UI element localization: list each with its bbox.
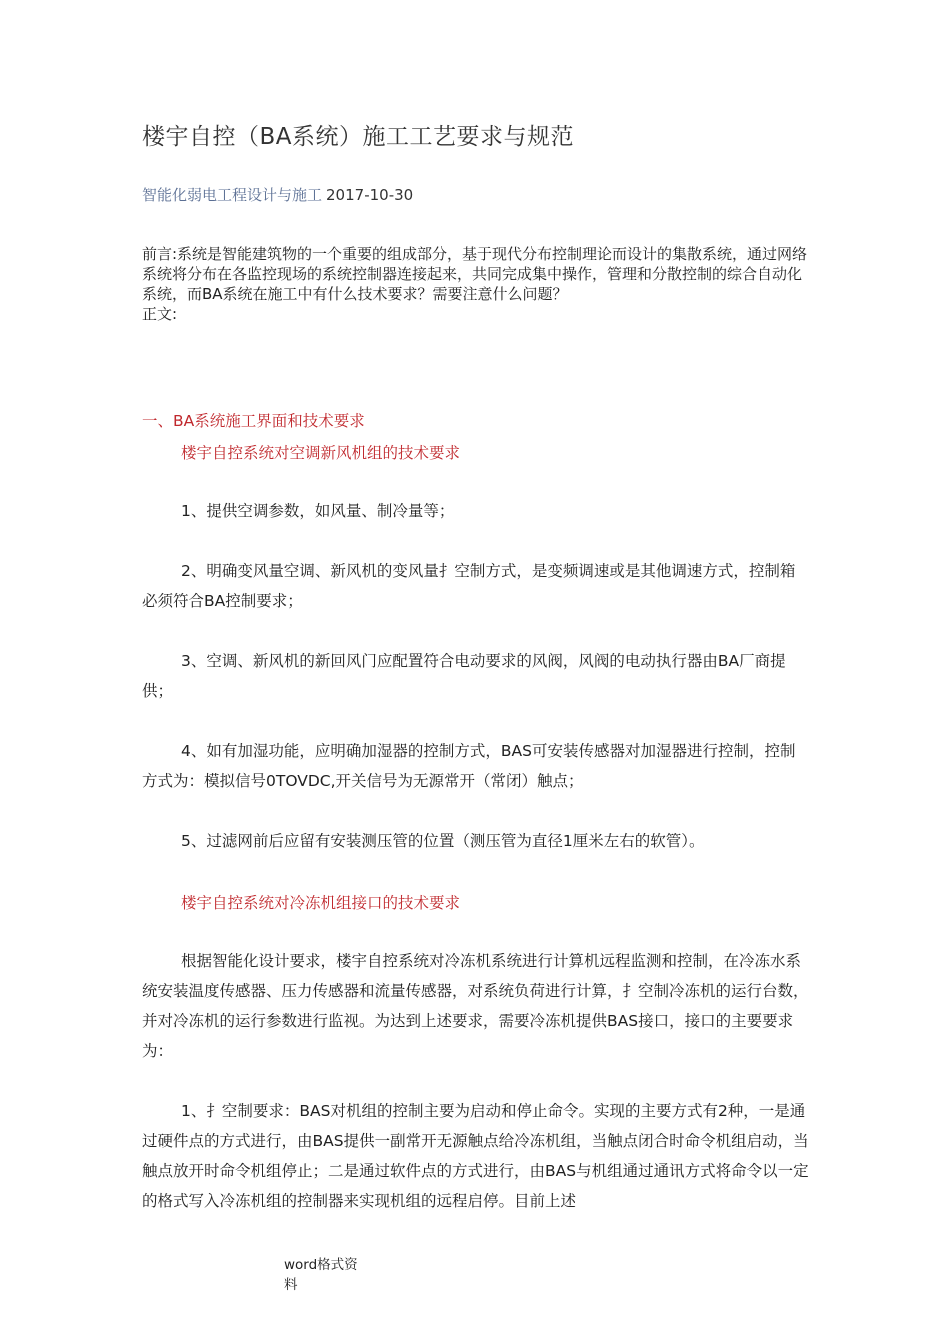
- section-heading: 一、BA系统施工界面和技术要求: [142, 412, 365, 430]
- list-item: 1、扌空制要求：BAS对机组的控制主要为启动和停止命令。实现的主要方式有2种，一是通过硬件点的方式进行，由BAS提供一副常开无源触点给冷冻机组，当触点闭合时命令机组启动，当触点放开时命令机组停止；二是通过软件点的方式进行，由BAS与机组通过通讯方式将命令以一定的格式写入冷冻机组的控制器来实现机组的远程启停。目前上述: [142, 1102, 809, 1210]
- list-item: 2、明确变风量空调、新风机的变风量扌空制方式，是变频调速或是其他调速方式，控制箱必须符合BA控制要求；: [142, 562, 796, 610]
- article-title: 楼宇自控（BA系统）施工工艺要求与规范: [142, 124, 575, 150]
- article-intro: [142, 244, 810, 324]
- author-link[interactable]: 智能化弱电工程设计与施工: [142, 186, 323, 204]
- subsection-heading-ahu: 楼宇自控系统对空调新风机组的技术要求: [181, 444, 461, 462]
- intro-body-label: 正文:: [142, 305, 178, 323]
- list-item: 5、过滤网前后应留有安装测压管的位置（测压管为直径1厘米左右的软管）。: [181, 832, 705, 850]
- article-meta: [142, 184, 413, 205]
- page-footer: word格式资料: [284, 1257, 358, 1293]
- list-item: 4、如有加湿功能，应明确加湿器的控制方式，BAS可安装传感器对加湿器进行控制，控制方式为：模拟信号0TOVDC,开关信号为无源常开（常闭）触点；: [142, 742, 796, 790]
- intro-paragraph: 前言:系统是智能建筑物的一个重要的组成部分，基于现代分布控制理论而设计的集散系统，通过网络系统将分布在各监控现场的系统控制器连接起来，共同完成集中操作，管理和分散控制的综合自动化系统，而BA系统在施工中有什么技术要求？需要注意什么问题？: [142, 245, 808, 303]
- chiller-intro-paragraph: 根据智能化设计要求，楼宇自控系统对冷冻机系统进行计算机远程监测和控制，在冷冻水系统安装温度传感器、压力传感器和流量传感器，对系统负荷进行计算，扌空制冷冻机的运行台数，并对冷冻机的运行参数进行监视。为达到上述要求，需要冷冻机提供BAS接口，接口的主要要求为：: [142, 952, 809, 1060]
- list-item: 3、空调、新风机的新回风门应配置符合电动要求的风阀，风阀的电动执行器由BA厂商提供；: [142, 652, 786, 700]
- subsection-heading-chiller: 楼宇自控系统对冷冻机组接口的技术要求: [181, 894, 461, 912]
- list-item: 1、提供空调参数，如风量、制冷量等；: [181, 502, 455, 520]
- publish-date: 2017-10-30: [326, 186, 414, 204]
